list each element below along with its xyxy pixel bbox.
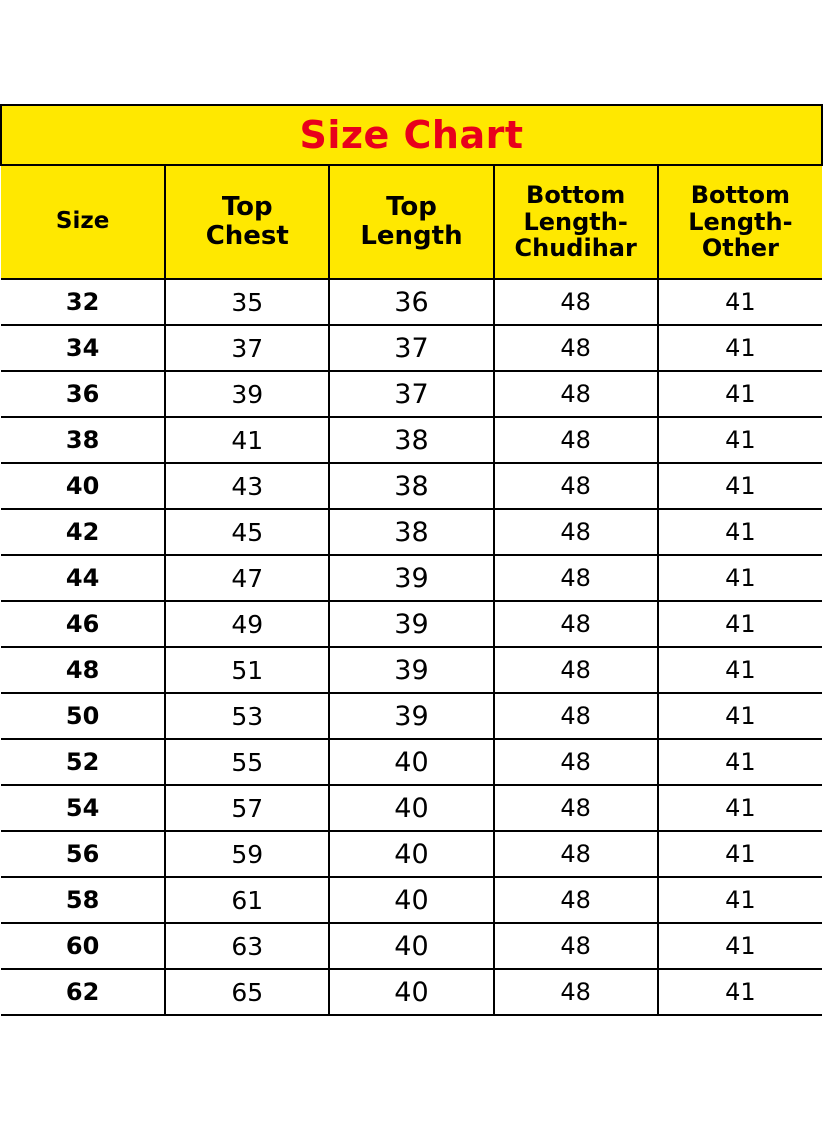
cell-size: 54 [1,785,165,831]
header-bottom-chudihar-line2: Chudihar [514,234,637,263]
column-header-bottom-length-chudihar [494,165,658,279]
cell-bottom-length-chudihar: 48 [494,831,658,877]
cell-top-chest: 55 [165,739,329,785]
cell-top-length: 39 [329,693,493,739]
table-row [1,785,822,831]
header-bottom-other-line3: Other [701,234,779,263]
cell-bottom-length-other: 41 [658,417,822,463]
cell-bottom-length-other: 41 [658,785,822,831]
cell-bottom-length-other: 41 [658,509,822,555]
cell-bottom-length-other: 41 [658,647,822,693]
cell-top-chest: 49 [165,601,329,647]
header-bottom-other-line1: Bottom [690,180,790,209]
cell-top-chest: 41 [165,417,329,463]
cell-top-length: 40 [329,969,493,1015]
header-top-chest-line2: Chest [205,221,289,251]
cell-bottom-length-chudihar: 48 [494,417,658,463]
cell-bottom-length-other: 41 [658,831,822,877]
cell-top-chest: 53 [165,693,329,739]
size-chart-table [0,104,823,1016]
cell-bottom-length-other: 41 [658,555,822,601]
cell-top-length: 40 [329,877,493,923]
cell-size: 32 [1,279,165,325]
cell-bottom-length-other: 41 [658,969,822,1015]
cell-bottom-length-other: 41 [658,739,822,785]
cell-top-chest: 51 [165,647,329,693]
cell-size: 44 [1,555,165,601]
cell-size: 34 [1,325,165,371]
table-row [1,463,822,509]
cell-size: 56 [1,831,165,877]
cell-top-chest: 65 [165,969,329,1015]
cell-top-length: 39 [329,555,493,601]
cell-bottom-length-other: 41 [658,279,822,325]
cell-top-length: 37 [329,371,493,417]
cell-top-length: 39 [329,647,493,693]
table-header [1,105,822,279]
table-row [1,601,822,647]
cell-top-chest: 57 [165,785,329,831]
column-header-row [1,165,822,279]
cell-top-length: 38 [329,509,493,555]
column-header-size [1,165,165,279]
column-header-bottom-length-other [658,165,822,279]
table-row [1,555,822,601]
table-row [1,739,822,785]
cell-top-length: 39 [329,601,493,647]
cell-bottom-length-chudihar: 48 [494,371,658,417]
cell-size: 52 [1,739,165,785]
table-row [1,371,822,417]
header-top-chest-line1: Top [221,191,273,222]
cell-size: 50 [1,693,165,739]
table-row [1,417,822,463]
cell-top-chest: 45 [165,509,329,555]
cell-bottom-length-chudihar: 48 [494,785,658,831]
cell-bottom-length-chudihar: 48 [494,555,658,601]
cell-bottom-length-chudihar: 48 [494,509,658,555]
chart-title: Size Chart [1,105,822,165]
cell-bottom-length-chudihar: 48 [494,463,658,509]
cell-bottom-length-chudihar: 48 [494,693,658,739]
table-row [1,923,822,969]
cell-bottom-length-chudihar: 48 [494,647,658,693]
cell-bottom-length-other: 41 [658,325,822,371]
cell-bottom-length-chudihar: 48 [494,739,658,785]
cell-bottom-length-chudihar: 48 [494,877,658,923]
cell-size: 36 [1,371,165,417]
cell-bottom-length-chudihar: 48 [494,325,658,371]
table-body [1,279,822,1015]
cell-size: 40 [1,463,165,509]
column-header-top-chest [165,165,329,279]
cell-top-chest: 39 [165,371,329,417]
cell-size: 58 [1,877,165,923]
title-row [1,105,822,165]
table-row [1,969,822,1015]
cell-top-length: 40 [329,785,493,831]
cell-bottom-length-chudihar: 48 [494,969,658,1015]
table-row [1,509,822,555]
cell-top-chest: 63 [165,923,329,969]
cell-top-length: 38 [329,417,493,463]
cell-bottom-length-other: 41 [658,877,822,923]
cell-top-length: 40 [329,831,493,877]
size-chart-container [0,104,823,1016]
cell-top-length: 36 [329,279,493,325]
cell-top-chest: 43 [165,463,329,509]
cell-bottom-length-other: 41 [658,371,822,417]
cell-top-chest: 61 [165,877,329,923]
cell-top-chest: 35 [165,279,329,325]
cell-size: 60 [1,923,165,969]
cell-bottom-length-other: 41 [658,693,822,739]
header-bottom-other-line2: Length- [688,207,793,236]
column-header-top-length [329,165,493,279]
table-row [1,877,822,923]
cell-size: 38 [1,417,165,463]
header-bottom-chudihar-line1: Bottom Length- [523,180,628,236]
cell-size: 42 [1,509,165,555]
header-size-text: Size [55,208,110,235]
cell-top-length: 38 [329,463,493,509]
table-row [1,647,822,693]
cell-size: 62 [1,969,165,1015]
table-row [1,693,822,739]
cell-top-length: 40 [329,923,493,969]
cell-size: 46 [1,601,165,647]
cell-bottom-length-other: 41 [658,601,822,647]
cell-size: 48 [1,647,165,693]
header-top-length-line2: Length [360,221,463,251]
cell-bottom-length-other: 41 [658,463,822,509]
table-row [1,831,822,877]
cell-bottom-length-chudihar: 48 [494,601,658,647]
cell-bottom-length-chudihar: 48 [494,279,658,325]
cell-top-length: 37 [329,325,493,371]
table-row [1,279,822,325]
cell-bottom-length-chudihar: 48 [494,923,658,969]
cell-top-length: 40 [329,739,493,785]
cell-top-chest: 37 [165,325,329,371]
cell-bottom-length-other: 41 [658,923,822,969]
cell-top-chest: 47 [165,555,329,601]
table-row [1,325,822,371]
cell-top-chest: 59 [165,831,329,877]
header-top-length-line1: Top [386,191,437,222]
